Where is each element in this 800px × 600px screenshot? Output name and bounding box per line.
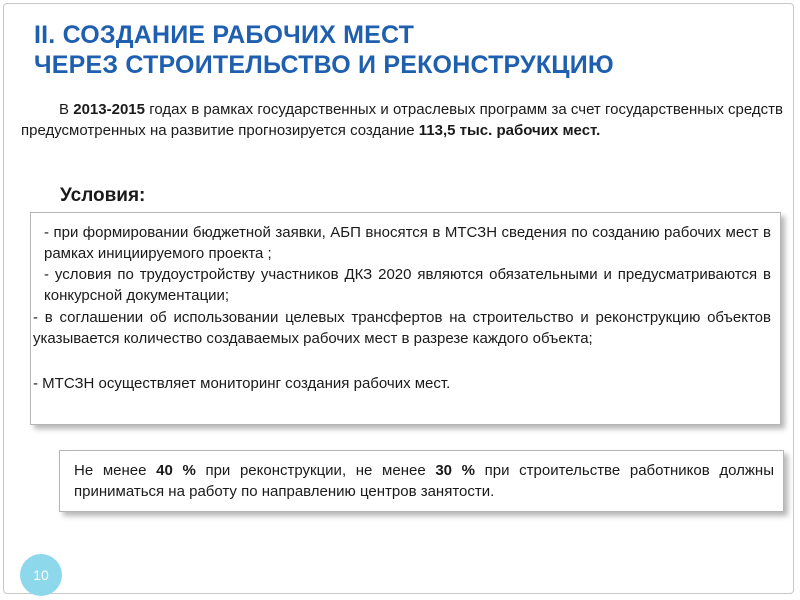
condition-item: - при формировании бюджетной заявки, АБП вносятся в МТСЗН сведения по созданию рабочих мест в рамках инициируемого проекта ; [44, 224, 771, 262]
condition-item: - условия по трудоустройству участников ДКЗ 2020 являются обязательными и предусматриваются в конкурсной документации; [44, 266, 771, 304]
conditions-heading: Условия: [60, 185, 146, 206]
conditions-box [30, 212, 781, 425]
page-title [34, 20, 614, 80]
note-percent-1: 40 % [156, 462, 196, 479]
note-part-1: Не менее [74, 462, 157, 479]
intro-paragraph [21, 99, 783, 141]
employment-note [74, 460, 774, 502]
intro-part-2: годах в рамках государственных и отраслевых программ за счет государственных средств предусмотренных на развитие прогнозируется создание [21, 101, 783, 139]
intro-value: 113,5 тыс. рабочих мест. [418, 122, 601, 139]
intro-part-1: В [59, 101, 74, 118]
note-part-2: при реконструкции, не менее [195, 462, 436, 479]
condition-item: - МТСЗН осуществляет мониторинг создания рабочих мест. [33, 375, 451, 392]
page-number-badge: 10 [20, 554, 62, 596]
slide [3, 3, 794, 594]
note-percent-2: 30 % [435, 462, 475, 479]
title-line-2: ЧЕРЕЗ СТРОИТЕЛЬСТВО И РЕКОНСТРУКЦИЮ [34, 51, 614, 79]
note-part-3: при строительстве работников должны приниматься на работу по направлению центров занятости. [74, 462, 774, 500]
title-line-1: II. СОЗДАНИЕ РАБОЧИХ МЕСТ [34, 21, 415, 49]
intro-years: 2013-2015 [73, 101, 145, 118]
employment-note-box [59, 450, 784, 512]
condition-item: - в соглашении об использовании целевых трансфертов на строительство и реконструкцию объектов указывается количество создаваемых рабочих мест в разрезе каждого объекта; [33, 309, 771, 347]
